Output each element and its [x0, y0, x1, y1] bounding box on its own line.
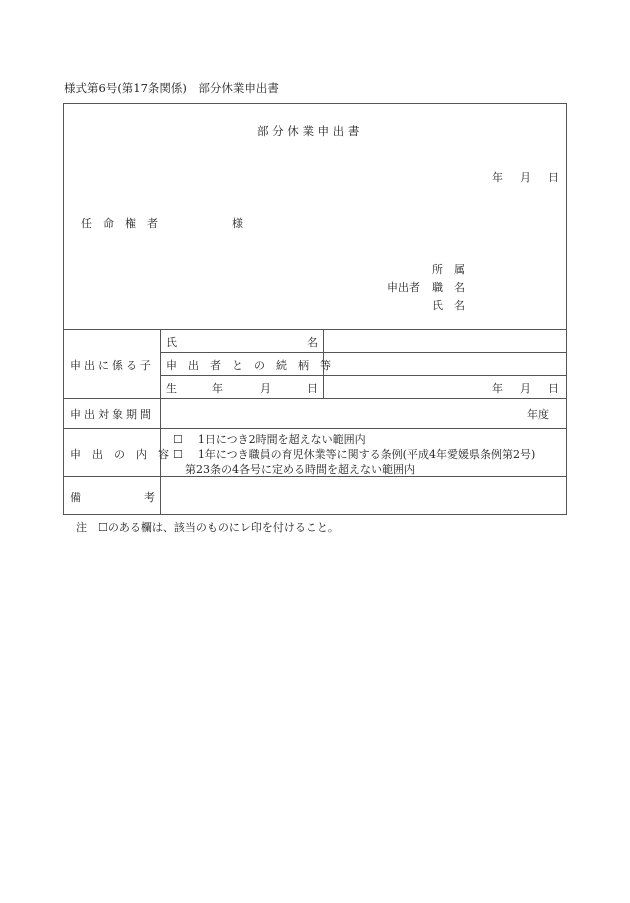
relationship-label: 申 出 者 と の 続 柄 等 [166, 359, 331, 372]
addressee-label: 任 命 権 者 [81, 217, 158, 230]
checkbox-icon[interactable]: ☐ [173, 433, 183, 446]
form-number-label: 様式第6号(第17条関係) 部分休業申出書 [64, 81, 279, 95]
birthdate-label-3: 月 [260, 382, 271, 395]
remarks-label-right: 考 [144, 491, 155, 504]
remarks-label-left: 備 [70, 491, 81, 504]
option-2[interactable] [173, 446, 535, 462]
option-1-text: 1日につき2時間を超えない範囲内 [197, 433, 366, 446]
remarks-field[interactable] [161, 477, 566, 514]
divider [160, 375, 567, 376]
date-day: 日 [548, 171, 559, 184]
period-fiscal-year[interactable]: 年度 [527, 408, 549, 421]
checkbox-icon[interactable]: ☐ [173, 448, 183, 461]
content-label: 申 出 の 内 容 [70, 448, 169, 461]
applicant-name-label: 氏 名 [432, 299, 465, 312]
date-month: 月 [520, 171, 531, 184]
child-name-label-left: 氏 [166, 336, 177, 349]
submission-date[interactable] [492, 169, 559, 185]
applicant-prefix: 申出者 [387, 281, 420, 294]
birthdate-label-2: 年 [212, 382, 223, 395]
birth-month: 月 [520, 382, 531, 395]
child-section-label: 申出に係る子 [70, 359, 154, 372]
option-1[interactable] [173, 431, 366, 447]
option-2-continuation: 第23条の4各号に定める時間を超えない範囲内 [185, 463, 415, 476]
date-year: 年 [492, 171, 503, 184]
period-label: 申出対象期間 [70, 408, 154, 421]
child-name-field[interactable] [324, 330, 566, 352]
applicant-department-label: 所 属 [432, 263, 465, 276]
birthdate-field[interactable] [492, 380, 559, 396]
child-name-label-right: 名 [307, 336, 318, 349]
birthdate-label-1: 生 [166, 382, 177, 395]
relationship-field[interactable] [324, 353, 566, 375]
birthdate-label-4: 日 [307, 382, 318, 395]
birth-day: 日 [548, 382, 559, 395]
document-title: 部 分 休 業 申 出 書 [257, 124, 360, 138]
addressee-honorific: 様 [232, 217, 243, 230]
birth-year: 年 [492, 382, 503, 395]
applicant-position-label: 職 名 [432, 281, 465, 294]
divider [63, 398, 567, 399]
footer-note: 注 ☐のある欄は、該当のものにレ印を付けること。 [76, 521, 339, 534]
divider [63, 428, 567, 429]
option-2-text: 1年につき職員の育児休業等に関する条例(平成4年愛媛県条例第2号) [197, 448, 536, 461]
